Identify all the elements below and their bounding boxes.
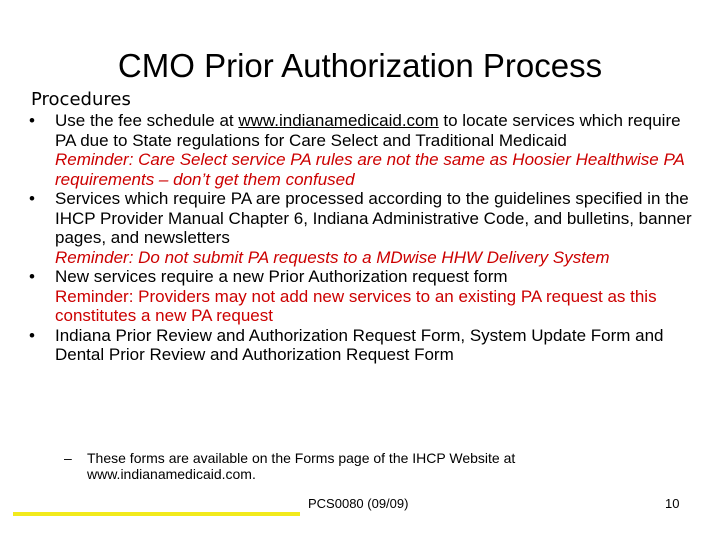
reminder-text: Reminder: Care Select service PA rules are not the same as Hoosier Healthwise PA requirements – don’t get them confused: [55, 150, 685, 189]
page-number: 10: [665, 496, 680, 511]
sub-bullet-text: These forms are available on the Forms page of the IHCP Website at www.indianamedicaid.com.: [87, 450, 516, 482]
footer-code: PCS0080 (09/09): [308, 496, 409, 511]
bullet-text: Services which require PA are processed according to the guidelines specified in the IHCP Provider Manual Chapter 6, Indiana Administrative Code, and bulletins, banner pages, and newsletters: [55, 189, 692, 247]
bullet-dot-icon: •: [29, 325, 35, 345]
bullet-text: Indiana Prior Review and Authorization Request Form, System Update Form and Dental Prior Review and Authorization Request Form: [55, 325, 664, 364]
dash-icon: –: [64, 450, 72, 466]
bullet-text: to locate services which require PA due to State regulations for Care Select and Traditional Medicaid: [55, 111, 681, 150]
bullet-item: [29, 189, 709, 267]
footer-accent-line: [13, 512, 300, 516]
sub-bullet: [64, 450, 624, 482]
bullet-list: [29, 111, 709, 365]
slide-title: CMO Prior Authorization Process: [117, 47, 603, 84]
section-subtitle: Procedures: [31, 89, 131, 110]
bullet-item: [29, 111, 709, 189]
reminder-text: Reminder: Providers may not add new services to an existing PA request as this constitutes a new PA request: [55, 286, 657, 325]
fee-schedule-link[interactable]: www.indianamedicaid.com: [238, 111, 439, 130]
bullet-item: [29, 267, 709, 326]
bullet-dot-icon: •: [29, 267, 35, 286]
bullet-text: New services require a new Prior Authorization request form: [55, 267, 508, 286]
bullet-text: Use the fee schedule at: [55, 111, 239, 130]
bullet-dot-icon: •: [29, 189, 35, 208]
bullet-dot-icon: •: [29, 111, 35, 130]
reminder-text: Reminder: Do not submit PA requests to a MDwise HHW Delivery System: [55, 247, 610, 267]
bullet-item: [29, 326, 709, 365]
